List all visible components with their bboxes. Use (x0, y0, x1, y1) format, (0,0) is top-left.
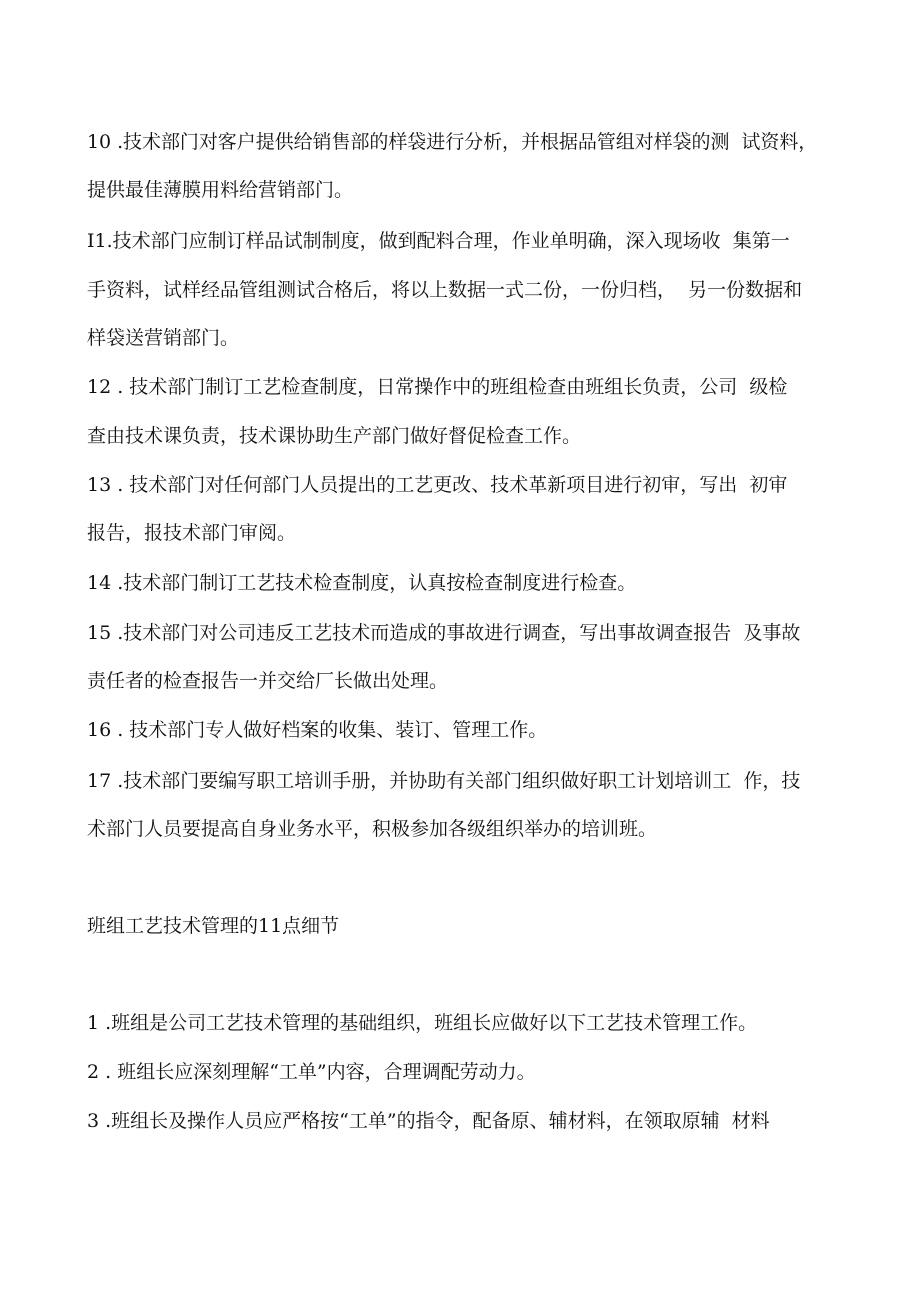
item-1-line-1: 1 .班组是公司工艺技术管理的基础组织，班组长应做好以下工艺技术管理工作。 (87, 1012, 758, 1034)
item-13-line-1: 13 . 技术部门对任何部门人员提出的工艺更改、技术革新项目进行初审，写出 初审 (87, 474, 788, 496)
item-14-line-1: 14 .技术部门制订工艺技术检查制度，认真按检查制度进行检查。 (87, 572, 637, 594)
item-15-line-1: 15 .技术部门对公司违反工艺技术而造成的事故进行调查，写出事故调查报告 及事故 (87, 622, 801, 644)
item-12-line-2: 查由技术课负责，技术课协助生产部门做好督促检查工作。 (87, 425, 582, 447)
item-10-line-1: 10 .技术部门对客户提供给销售部的样袋进行分析，并根据品管组对样袋的测 试资料， (87, 131, 818, 153)
item-12-line-1: 12 . 技术部门制订工艺检查制度，日常操作中的班组检查由班组长负责，公司 级检 (87, 376, 788, 398)
item-3-line-1: 3 .班组长及操作人员应严格按“工单”的指令，配备原、辅材料，在领取原辅 材料 (87, 1110, 770, 1132)
section-title: 班组工艺技术管理的11点细节 (87, 915, 340, 937)
item-11-line-2: 手资料，试样经品管组测试合格后，将以上数据一式二份，一份归档， 另一份数据和 (87, 279, 803, 301)
item-13-line-2: 报告，报技术部门审阅。 (87, 522, 297, 544)
item-15-line-2: 责任者的检查报告一并交给厂长做出处理。 (87, 670, 449, 692)
item-11-line-3: 样袋送营销部门。 (87, 327, 240, 349)
item-17-line-2: 术部门人员要提高自身业务水平，积极参加各级组织举办的培训班。 (87, 818, 658, 840)
item-10-line-2: 提供最佳薄膜用料给营销部门。 (87, 179, 354, 201)
item-2-line-1: 2 . 班组长应深刻理解“工单”内容，合理调配劳动力。 (87, 1061, 536, 1083)
item-11-line-1: I1.技术部门应制订样品试制制度，做到配料合理，作业单明确，深入现场收 集第一 (87, 230, 790, 252)
item-17-line-1: 17 .技术部门要编写职工培训手册，并协助有关部门组织做好职工计划培训工 作，技 (87, 770, 801, 792)
item-16-line-1: 16 . 技术部门专人做好档案的收集、装订、管理工作。 (87, 719, 548, 741)
